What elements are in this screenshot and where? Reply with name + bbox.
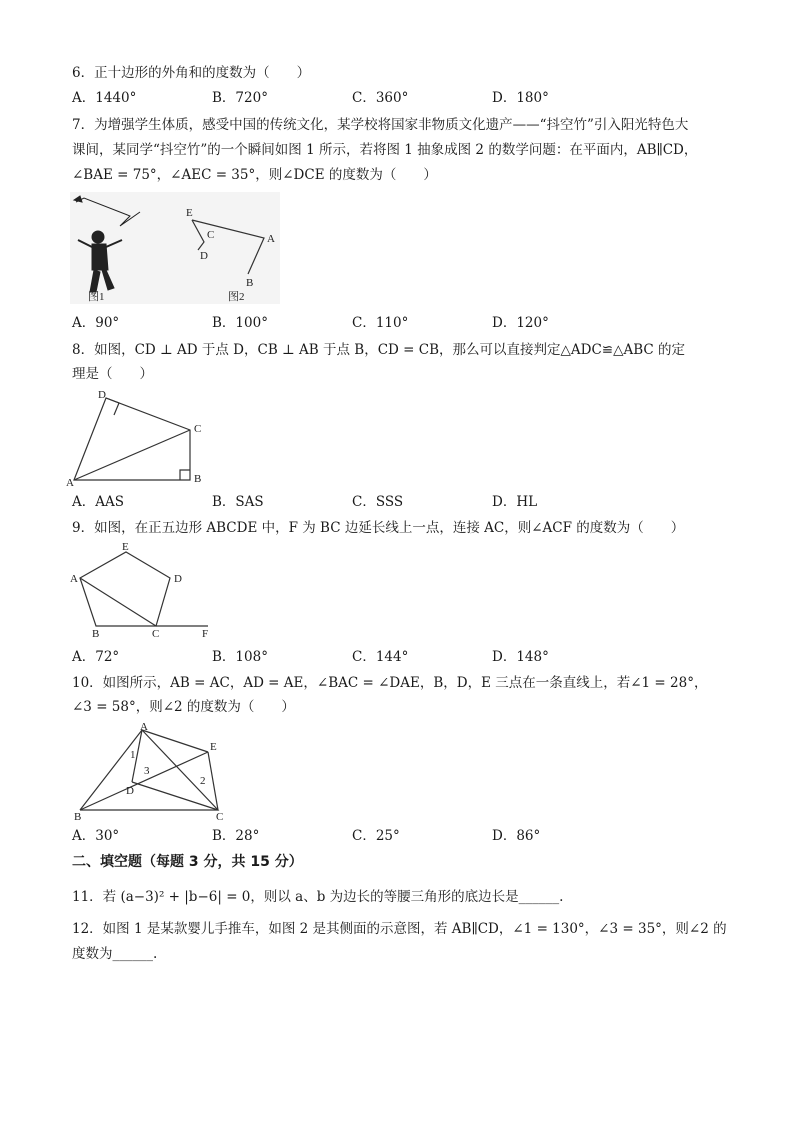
q8-stem-line-1: 8．如图，CD ⊥ AD 于点 D，CB ⊥ AB 于点 B，CD = CB，那么可以直接判定△ADC≌△ABC 的定 <box>72 342 686 358</box>
q10-label-b: B <box>74 811 82 822</box>
q10-label-1: 1 <box>130 749 136 761</box>
q10-stem-line-1: 10．如图所示，AB = AC，AD = AE，∠BAC = ∠DAE，B，D，E 三点在一条直线上，若∠1 = 28°， <box>72 675 708 691</box>
fig2-label-e: E <box>186 207 193 219</box>
q7-stem-line-1: 7．为增强学生体质，感受中国的传统文化，某学校将国家非物质文化遗产——“抖空竹”引入阳光特色大 <box>72 117 689 133</box>
q6-options <box>72 88 732 108</box>
q10-label-c: C <box>216 811 224 822</box>
fig2-label-a: A <box>267 233 275 245</box>
q6-option-b[interactable]: B．720° <box>212 90 268 106</box>
q7-option-c[interactable]: C．110° <box>352 315 409 331</box>
q10-label-2: 2 <box>200 775 206 787</box>
q10-label-3: 3 <box>144 765 150 777</box>
q6-stem: 6．正十边形的外角和的度数为（ ） <box>72 65 311 81</box>
fig2-label-c: C <box>207 229 215 241</box>
q12-stem-line-1: 12．如图 1 是某款婴儿手推车，如图 2 是其侧面的示意图，若 AB∥CD，∠1 = 130°，∠3 = 35°，则∠2 的 <box>72 921 727 937</box>
q6-option-c[interactable]: C．360° <box>352 90 409 106</box>
q10-options <box>72 826 732 846</box>
q9-option-d[interactable]: D．148° <box>492 649 549 665</box>
q8-label-b: B <box>194 473 202 485</box>
q10-label-a: A <box>140 722 148 733</box>
q7-stem-line-3: ∠BAE = 75°，∠AEC = 35°，则∠DCE 的度数为（ ） <box>72 167 437 183</box>
q8-figure <box>66 388 216 488</box>
q7-figure <box>70 192 280 304</box>
q8-option-a[interactable]: A．AAS <box>72 494 124 510</box>
q8-option-c[interactable]: C．SSS <box>352 494 404 510</box>
q10-label-e: E <box>210 741 217 753</box>
q10-stem-line-2: ∠3 = 58°，则∠2 的度数为（ ） <box>72 699 295 715</box>
q10-option-c[interactable]: C．25° <box>352 828 400 844</box>
q7-option-b[interactable]: B．100° <box>212 315 268 331</box>
q9-options <box>72 647 732 667</box>
q9-label-b: B <box>92 628 100 638</box>
q8-option-b[interactable]: B．SAS <box>212 494 264 510</box>
q9-label-e: E <box>122 541 129 553</box>
q7-stem-line-2: 课间，某同学“抖空竹”的一个瞬间如图 1 所示，若将图 1 抽象成图 2 的数学问题：在平面内，AB∥CD， <box>72 142 698 158</box>
q8-label-c: C <box>194 423 202 435</box>
fig2-caption: 图2 <box>228 291 245 303</box>
q7-options <box>72 313 732 333</box>
q7-option-a[interactable]: A．90° <box>72 315 120 331</box>
q12-stem-line-2: 度数为______. <box>72 946 158 962</box>
q8-options <box>72 492 732 512</box>
q10-label-d: D <box>126 785 134 797</box>
q9-stem: 9．如图，在正五边形 ABCDE 中，F 为 BC 边延长线上一点，连接 AC，则∠ACF 的度数为（ ） <box>72 520 685 536</box>
q10-option-b[interactable]: B．28° <box>212 828 260 844</box>
q9-option-a[interactable]: A．72° <box>72 649 120 665</box>
q9-label-f: F <box>202 628 209 638</box>
fig2-label-d: D <box>200 250 208 262</box>
q6-option-a[interactable]: A．1440° <box>72 90 137 106</box>
q6-option-d[interactable]: D．180° <box>492 90 549 106</box>
q9-option-b[interactable]: B．108° <box>212 649 268 665</box>
q7-option-d[interactable]: D．120° <box>492 315 549 331</box>
q9-figure <box>66 540 216 638</box>
q9-label-c: C <box>152 628 160 638</box>
q8-stem-line-2: 理是（ ） <box>72 366 153 382</box>
q9-label-d: D <box>174 573 182 585</box>
q11-stem: 11．若 (a−3)² + |b−6| = 0，则以 a、b 为边长的等腰三角形的底边长是______. <box>72 889 564 905</box>
section-title: 二、填空题（每题 3 分，共 15 分） <box>72 854 303 870</box>
q9-option-c[interactable]: C．144° <box>352 649 409 665</box>
q10-option-d[interactable]: D．86° <box>492 828 541 844</box>
q8-option-d[interactable]: D．HL <box>492 494 538 510</box>
q10-figure <box>70 722 230 822</box>
q8-label-d: D <box>98 389 106 401</box>
q10-option-a[interactable]: A．30° <box>72 828 120 844</box>
fig1-label: 图1 <box>88 291 105 303</box>
fig2-label-b: B <box>246 277 254 289</box>
q8-label-a: A <box>66 477 74 488</box>
q9-label-a: A <box>70 573 78 585</box>
